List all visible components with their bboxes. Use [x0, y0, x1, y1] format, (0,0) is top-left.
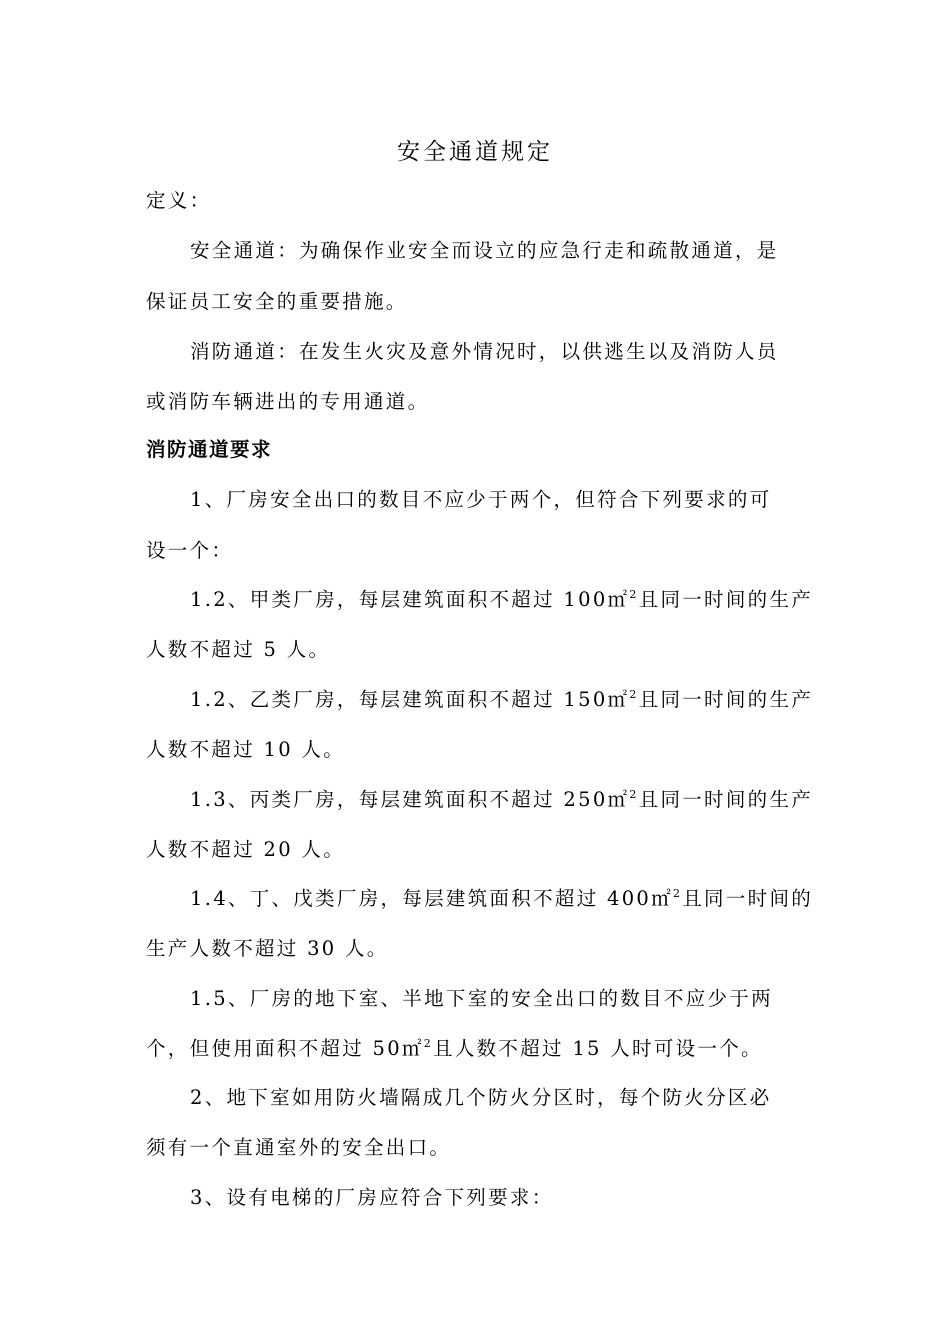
requirement-1-2b-line2: 人数不超过 10 人。: [146, 738, 346, 761]
superscript: 2: [423, 1037, 434, 1050]
requirement-1-3-text-tail: 且同一时间的生产: [638, 788, 814, 811]
requirement-2-line1: 2、地下室如用防火墙隔成几个防火分区时，每个防火分区必: [190, 1086, 772, 1109]
requirement-1-5-line1: 1.5、厂房的地下室、半地下室的安全出口的数目不应少于两: [190, 987, 773, 1010]
requirement-3-line1: 3、设有电梯的厂房应符合下列要求：: [190, 1186, 554, 1209]
requirement-2-line2: 须有一个直通室外的安全出口。: [146, 1136, 452, 1159]
requirement-1-3-line1: [190, 785, 816, 815]
requirement-1-4-text: 1.4、丁、戊类厂房，每层建筑面积不超过 400㎡: [190, 887, 673, 910]
requirement-1-2a-text: 1.2、甲类厂房，每层建筑面积不超过 100㎡: [190, 588, 630, 611]
requirement-1-line1: 1、厂房安全出口的数目不应少于两个，但符合下列要求的可: [190, 488, 772, 511]
requirements-heading: 消防通道要求: [146, 438, 273, 461]
requirement-1-2a-line1: [190, 585, 816, 615]
definition-heading: 定义：: [146, 189, 212, 212]
safety-passage-definition-line1: 安全通道：为确保作业安全而设立的应急行走和疏散通道，是: [190, 239, 779, 262]
superscript: 2: [629, 788, 639, 801]
requirement-1-line2: 设一个：: [146, 539, 234, 562]
superscript: 2: [629, 588, 639, 601]
requirement-1-5-text: 个，但使用面积不超过 50㎡: [146, 1037, 424, 1060]
requirement-1-2b-text: 1.2、乙类厂房，每层建筑面积不超过 150㎡: [190, 688, 630, 711]
superscript: 2: [629, 688, 639, 701]
superscript: 2: [672, 887, 683, 900]
requirement-1-2b-line1: [190, 685, 816, 715]
page-title: 安全通道规定: [397, 139, 553, 165]
requirement-1-3-line2: 人数不超过 20 人。: [146, 838, 346, 861]
safety-passage-definition-line2: 保证员工安全的重要措施。: [146, 290, 408, 313]
requirement-1-4-line2: 生产人数不超过 30 人。: [146, 937, 389, 960]
requirement-1-2a-line2: 人数不超过 5 人。: [146, 638, 331, 661]
requirement-1-4-text-tail: 且同一时间的: [682, 887, 814, 910]
requirement-1-5-line2: [146, 1034, 816, 1064]
requirement-1-4-line1: [190, 884, 816, 914]
requirement-1-5-text-tail: 且人数不超过 15 人时可设一个。: [433, 1037, 763, 1060]
fire-passage-definition-line2: 或消防车辆进出的专用通道。: [146, 390, 430, 413]
fire-passage-definition-line1: 消防通道：在发生火灾及意外情况时，以供逃生以及消防人员: [190, 340, 779, 363]
requirement-1-2a-text-tail: 且同一时间的生产: [638, 588, 814, 611]
requirement-1-2b-text-tail: 且同一时间的生产: [638, 688, 814, 711]
requirement-1-3-text: 1.3、丙类厂房，每层建筑面积不超过 250㎡: [190, 788, 630, 811]
